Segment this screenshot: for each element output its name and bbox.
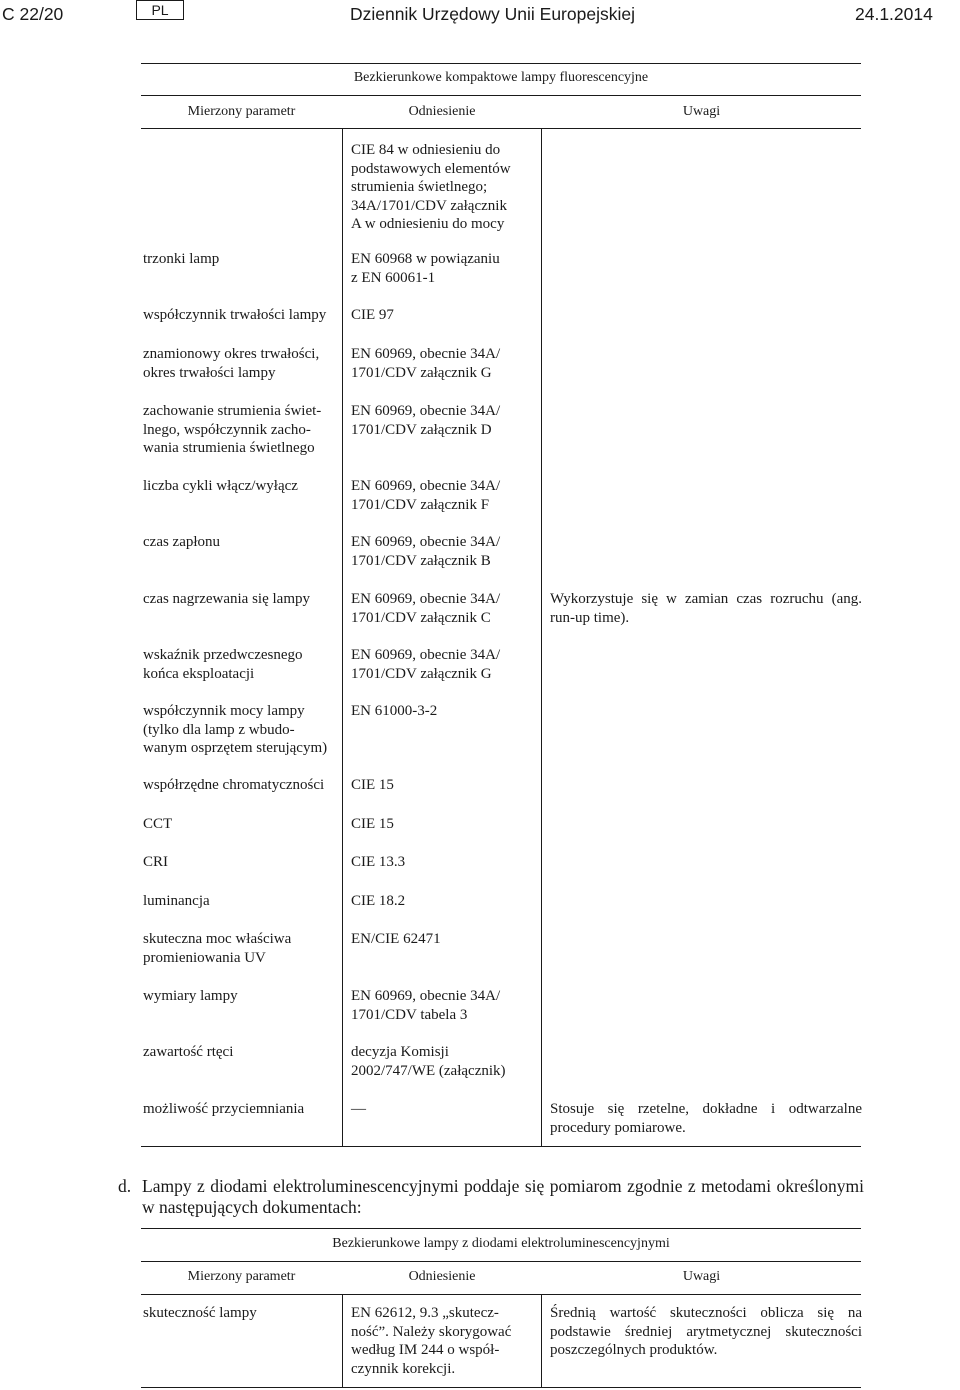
column-header-parameter: Mierzony parametr [187, 104, 296, 119]
cell-reference [351, 646, 537, 683]
column-header-reference: Odniesienie [408, 104, 476, 119]
cell-line: luminancja [143, 893, 210, 909]
cell-line: współczynnik mocy lampy [143, 703, 305, 719]
table-top-rule [141, 63, 861, 64]
cell-line: współrzędne chromatyczności [143, 777, 325, 793]
cell-line: możliwość przyciemniania [143, 1101, 305, 1117]
cell-line: CIE 97 [351, 307, 394, 323]
cell-line: podstawowych elementów [351, 160, 511, 177]
cell-line: liczba cykli włącz/wyłącz [143, 478, 298, 494]
cell-parameter [143, 1043, 339, 1062]
cell-line: podstawie średniej arytmetycznej skuteczności [550, 1323, 862, 1340]
paragraph-text: Lampy z diodami elektroluminescencyjnymi poddaje się pomiarom zgodnie z metodami określonymi w następujących dokumentach: [142, 1176, 864, 1217]
cell-line: 1701/CDV tabela 3 [351, 1006, 468, 1023]
cell-line: CIE 15 [351, 816, 394, 832]
column-header-notes: Uwagi [682, 1269, 721, 1284]
cell-reference [351, 1304, 537, 1378]
column-divider [541, 1294, 542, 1388]
cell-line: promieniowania UV [143, 949, 266, 966]
cell-line: EN 60969, obecnie 34A/ [351, 647, 501, 663]
header-rule [141, 1294, 861, 1295]
cell-parameter [143, 702, 339, 758]
issue-date: 24.1.2014 [855, 4, 933, 24]
table-bottom-rule [141, 1146, 861, 1147]
cell-parameter [143, 930, 339, 967]
cell-parameter [143, 987, 339, 1006]
cell-reference [351, 815, 537, 834]
cell-line: okres trwałości lampy [143, 364, 276, 381]
cell-line: procedury pomiarowe. [550, 1119, 686, 1136]
cell-line: poszczególnych produktów. [550, 1342, 718, 1358]
paragraph-d [118, 1176, 864, 1218]
cell-line: 2002/747/WE (załącznik) [351, 1062, 506, 1079]
cell-line: zachowanie strumienia świet- [143, 403, 322, 419]
caption-rule [141, 1261, 861, 1262]
cell-line: Wykorzystuje się w zamian czas rozruchu (ang. [550, 591, 862, 607]
cell-parameter [143, 853, 339, 872]
issue-reference: C 22/20 [2, 4, 64, 24]
caption-rule [141, 95, 861, 96]
cell-notes [550, 590, 862, 627]
cell-reference [351, 702, 537, 721]
column-divider [541, 128, 542, 1146]
header-rule [141, 128, 861, 129]
column-divider [342, 128, 343, 1146]
cell-parameter [143, 892, 339, 911]
cell-line: lnego, współczynnik zacho- [143, 421, 311, 438]
cell-reference [351, 477, 537, 514]
cell-line: EN/CIE 62471 [351, 931, 441, 947]
cell-line: EN 62612, 9.3 „skutecz- [351, 1305, 499, 1321]
cell-line: EN 60969, obecnie 34A/ [351, 346, 501, 362]
cell-line: CIE 18.2 [351, 893, 406, 909]
cell-line: znamionowy okres trwałości, [143, 346, 320, 362]
cell-line: EN 61000-3-2 [351, 703, 438, 719]
cell-line: strumienia świetlnego; [351, 179, 488, 195]
cell-notes [550, 1100, 862, 1137]
cell-line: CCT [143, 816, 173, 832]
column-header-parameter: Mierzony parametr [187, 1269, 296, 1284]
cell-line: EN 60968 w powiązaniu [351, 251, 500, 267]
cell-parameter [143, 306, 339, 325]
cell-parameter [143, 646, 339, 683]
cell-line: A w odniesieniu do mocy [351, 216, 505, 232]
cell-reference [351, 987, 537, 1024]
cell-line: czas zapłonu [143, 534, 221, 550]
cell-parameter [143, 1100, 339, 1119]
cell-line: 1701/CDV załącznik G [351, 665, 492, 682]
cell-reference [351, 306, 537, 325]
cell-line: wania strumienia świetlnego [143, 440, 315, 456]
cell-line: CRI [143, 854, 169, 870]
table-caption: Bezkierunkowe lampy z diodami elektroluminescencyjnymi [332, 1236, 670, 1251]
cell-line: czynnik korekcji. [351, 1360, 456, 1377]
journal-title: Dziennik Urzędowy Unii Europejskiej [350, 4, 635, 24]
cell-reference [351, 930, 537, 949]
cell-parameter [143, 477, 339, 496]
column-header-reference: Odniesienie [408, 1269, 476, 1284]
cell-line: wskaźnik przedwczesnego [143, 647, 303, 663]
cell-line: współczynnik trwałości lampy [143, 307, 327, 323]
table-top-rule [141, 1228, 861, 1229]
cell-reference [351, 892, 537, 911]
cell-line: 1701/CDV załącznik G [351, 364, 492, 381]
cell-parameter [143, 776, 339, 795]
cell-line: Stosuje się rzetelne, dokładne i odtwarzalne [550, 1101, 862, 1117]
cell-line: 1701/CDV załącznik D [351, 421, 492, 438]
cell-reference [351, 345, 537, 382]
column-divider [342, 1294, 343, 1388]
cell-reference [351, 250, 537, 287]
cell-reference [351, 853, 537, 872]
cell-line: 1701/CDV załącznik F [351, 496, 490, 513]
cell-line: zawartość rtęci [143, 1044, 234, 1060]
cell-notes [550, 1304, 862, 1360]
cell-line: czas nagrzewania się lampy [143, 591, 310, 607]
cell-reference [351, 533, 537, 570]
cell-line: EN 60969, obecnie 34A/ [351, 534, 501, 550]
cell-line: CIE 13.3 [351, 854, 406, 870]
cell-line: CIE 15 [351, 777, 394, 793]
cell-parameter [143, 1304, 339, 1323]
cell-parameter [143, 533, 339, 552]
cell-reference [351, 590, 537, 627]
cell-line: EN 60969, obecnie 34A/ [351, 591, 501, 607]
cell-line: skuteczność lampy [143, 1305, 257, 1321]
cell-parameter [143, 815, 339, 834]
cell-line: decyzja Komisji [351, 1044, 449, 1060]
cell-line: EN 60969, obecnie 34A/ [351, 403, 501, 419]
cell-line: trzonki lamp [143, 251, 220, 267]
cell-line: (tylko dla lamp z wbudo- [143, 721, 295, 738]
cell-reference [351, 1043, 537, 1080]
cell-reference [351, 1100, 537, 1119]
cell-line: wymiary lampy [143, 988, 238, 1004]
cell-line: EN 60969, obecnie 34A/ [351, 988, 501, 1004]
cell-line: — [351, 1101, 366, 1117]
cell-reference [351, 776, 537, 795]
cell-line: ność”. Należy skorygować [351, 1323, 512, 1340]
table-bottom-rule [141, 1387, 861, 1388]
cell-line: 1701/CDV załącznik B [351, 552, 491, 569]
column-header-notes: Uwagi [682, 104, 721, 119]
cell-line: wanym osprzętem sterującym) [143, 740, 328, 756]
cell-line: 1701/CDV załącznik C [351, 609, 491, 626]
cell-parameter [143, 590, 339, 609]
table-caption: Bezkierunkowe kompaktowe lampy fluorescencyjne [353, 70, 649, 85]
cell-line: z EN 60061-1 [351, 269, 436, 286]
cell-reference [351, 141, 537, 234]
page-header [0, 0, 960, 30]
cell-line: końca eksploatacji [143, 665, 255, 682]
cell-line: Średnią wartość skuteczności oblicza się na [550, 1305, 862, 1321]
cell-parameter [143, 250, 339, 269]
cell-line: run-up time). [550, 609, 630, 626]
cell-line: 34A/1701/CDV załącznik [351, 197, 507, 214]
cell-reference [351, 402, 537, 439]
language-box: PL [136, 0, 184, 20]
cell-line: skuteczna moc właściwa [143, 931, 292, 947]
paragraph-label: d. [118, 1176, 132, 1196]
cell-parameter [143, 402, 339, 458]
cell-line: według IM 244 o współ- [351, 1342, 500, 1358]
cell-line: CIE 84 w odniesieniu do [351, 142, 501, 158]
cell-line: EN 60969, obecnie 34A/ [351, 478, 501, 494]
cell-parameter [143, 345, 339, 382]
